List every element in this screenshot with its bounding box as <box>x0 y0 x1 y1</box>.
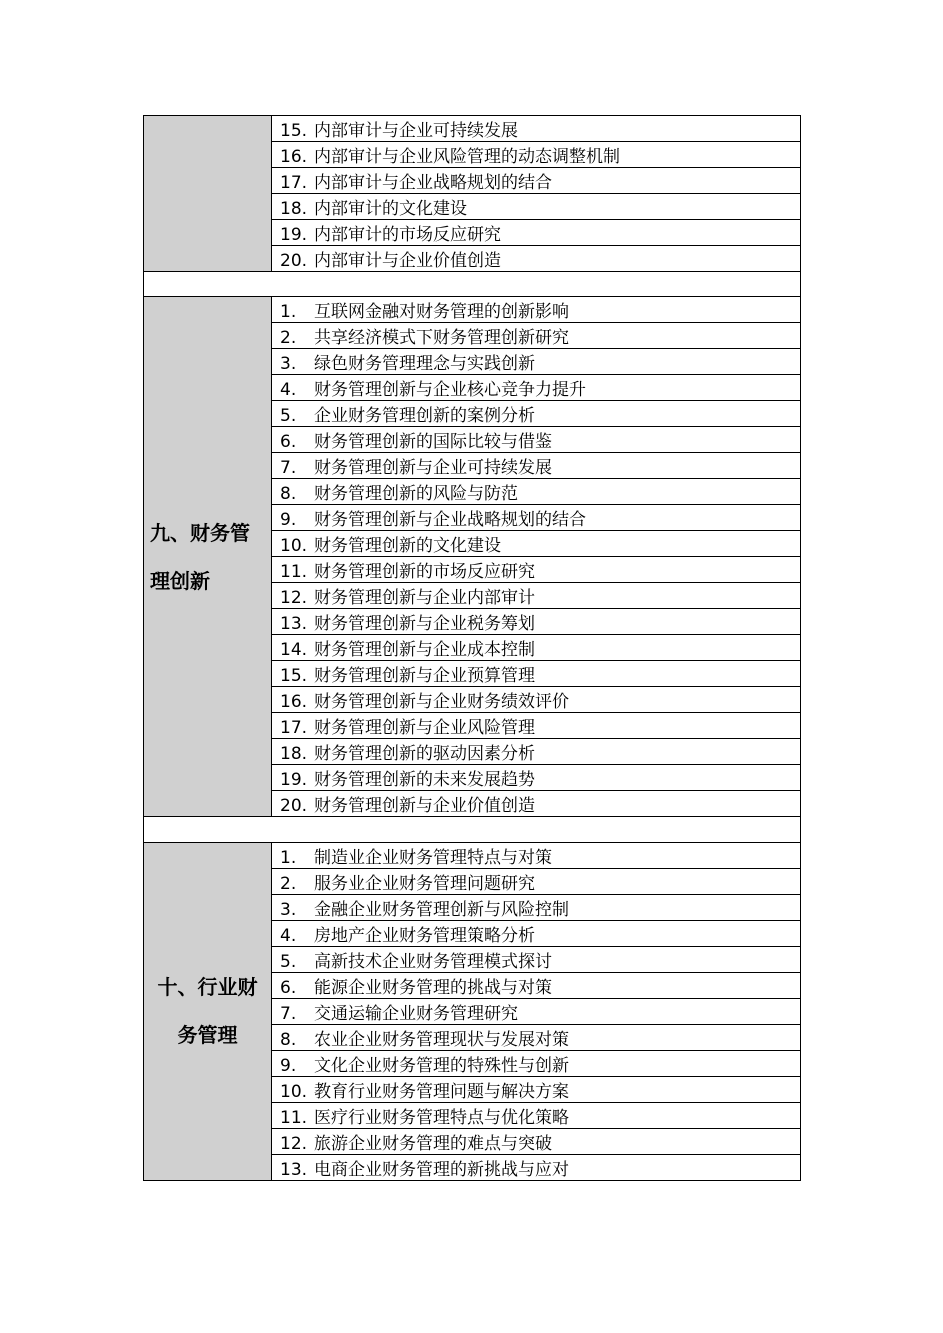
topic-title: 财务管理创新的未来发展趋势 <box>314 770 535 791</box>
topic-item-cell <box>272 1076 801 1102</box>
topic-item-cell <box>272 220 801 246</box>
topic-title: 财务管理创新的风险与防范 <box>314 484 518 505</box>
topic-number: 15. <box>280 666 308 687</box>
topic-title: 财务管理创新的市场反应研究 <box>314 562 535 583</box>
topic-title: 财务管理创新的国际比较与借鉴 <box>314 432 552 453</box>
topic-number: 1. <box>280 847 297 868</box>
topic-title: 电商企业财务管理的新挑战与应对 <box>314 1159 569 1180</box>
topic-title: 财务管理创新与企业预算管理 <box>314 666 535 687</box>
topic-number: 14. <box>280 640 308 661</box>
topic-number: 19. <box>280 770 308 791</box>
topic-item-cell <box>272 635 801 661</box>
topic-number: 20. <box>280 796 308 817</box>
table-row <box>144 116 801 142</box>
topic-number: 5. <box>280 406 297 427</box>
topic-item-cell <box>272 375 801 401</box>
topic-item-cell <box>272 505 801 531</box>
topic-title: 内部审计与企业价值创造 <box>314 251 501 271</box>
topic-title: 内部审计与企业战略规划的结合 <box>314 173 552 193</box>
topic-table <box>143 115 801 1181</box>
topic-item-cell <box>272 713 801 739</box>
topic-title: 高新技术企业财务管理模式探讨 <box>314 951 552 972</box>
topic-number: 19. <box>280 225 308 245</box>
topic-table-body <box>144 116 801 1181</box>
topic-item-cell <box>272 661 801 687</box>
section-spacer-row <box>144 272 801 297</box>
topic-number: 6. <box>280 977 297 998</box>
topic-title: 交通运输企业财务管理研究 <box>314 1003 518 1024</box>
topic-title: 财务管理创新与企业风险管理 <box>314 718 535 739</box>
topic-number: 2. <box>280 328 297 349</box>
topic-title: 财务管理创新与企业内部审计 <box>314 588 535 609</box>
topic-item-cell <box>272 687 801 713</box>
topic-number: 12. <box>280 588 308 609</box>
topic-item-cell <box>272 168 801 194</box>
topic-title: 财务管理创新的文化建设 <box>314 536 501 557</box>
topic-title: 财务管理创新与企业财务绩效评价 <box>314 692 569 713</box>
category-cell: 十、行业财务管理 <box>144 842 272 1180</box>
topic-title: 医疗行业财务管理特点与优化策略 <box>314 1107 569 1128</box>
topic-item-cell <box>272 868 801 894</box>
topic-number: 16. <box>280 147 308 167</box>
topic-number: 9. <box>280 1055 297 1076</box>
topic-item-cell <box>272 920 801 946</box>
topic-title: 教育行业财务管理问题与解决方案 <box>314 1081 569 1102</box>
topic-title: 绿色财务管理理念与实践创新 <box>314 354 535 375</box>
topic-title: 共享经济模式下财务管理创新研究 <box>314 328 569 349</box>
topic-title: 房地产企业财务管理策略分析 <box>314 925 535 946</box>
topic-title: 财务管理创新与企业核心竞争力提升 <box>314 380 586 401</box>
topic-number: 3. <box>280 354 297 375</box>
topic-number: 13. <box>280 614 308 635</box>
topic-title: 财务管理创新与企业可持续发展 <box>314 458 552 479</box>
section-spacer-row <box>144 817 801 842</box>
topic-number: 17. <box>280 718 308 739</box>
topic-item-cell <box>272 246 801 272</box>
topic-item-cell <box>272 998 801 1024</box>
topic-title: 企业财务管理创新的案例分析 <box>314 406 535 427</box>
topic-item-cell <box>272 349 801 375</box>
topic-title: 内部审计与企业可持续发展 <box>314 121 518 141</box>
topic-item-cell <box>272 531 801 557</box>
topic-item-cell <box>272 739 801 765</box>
topic-item-cell <box>272 479 801 505</box>
topic-item-cell <box>272 1154 801 1180</box>
topic-number: 8. <box>280 484 297 505</box>
category-cell: 九、财务管理创新 <box>144 297 272 817</box>
topic-number: 11. <box>280 562 308 583</box>
topic-number: 5. <box>280 951 297 972</box>
topic-item-cell <box>272 791 801 817</box>
topic-item-cell <box>272 142 801 168</box>
table-row <box>144 842 801 868</box>
topic-number: 8. <box>280 1029 297 1050</box>
topic-number: 6. <box>280 432 297 453</box>
topic-number: 18. <box>280 744 308 765</box>
topic-number: 9. <box>280 510 297 531</box>
topic-number: 1. <box>280 302 297 323</box>
topic-item-cell <box>272 946 801 972</box>
topic-item-cell <box>272 401 801 427</box>
topic-number: 11. <box>280 1107 308 1128</box>
topic-title: 旅游企业财务管理的难点与突破 <box>314 1133 552 1154</box>
topic-number: 2. <box>280 873 297 894</box>
topic-title: 财务管理创新与企业战略规划的结合 <box>314 510 586 531</box>
topic-title: 服务业企业财务管理问题研究 <box>314 873 535 894</box>
topic-item-cell <box>272 1024 801 1050</box>
topic-number: 17. <box>280 173 308 193</box>
topic-number: 4. <box>280 925 297 946</box>
topic-title: 内部审计的市场反应研究 <box>314 225 501 245</box>
topic-item-cell <box>272 842 801 868</box>
topic-item-cell <box>272 116 801 142</box>
topic-item-cell <box>272 1128 801 1154</box>
topic-number: 16. <box>280 692 308 713</box>
topic-item-cell <box>272 453 801 479</box>
topic-title: 制造业企业财务管理特点与对策 <box>314 847 552 868</box>
topic-item-cell <box>272 609 801 635</box>
topic-title: 内部审计与企业风险管理的动态调整机制 <box>314 147 620 167</box>
topic-title: 财务管理创新与企业价值创造 <box>314 796 535 817</box>
topic-number: 7. <box>280 1003 297 1024</box>
topic-number: 13. <box>280 1159 308 1180</box>
table-row <box>144 297 801 323</box>
spacer-cell <box>144 817 801 842</box>
topic-number: 10. <box>280 536 308 557</box>
category-cell <box>144 116 272 272</box>
topic-title: 内部审计的文化建设 <box>314 199 467 219</box>
topic-item-cell <box>272 765 801 791</box>
topic-item-cell <box>272 1102 801 1128</box>
topic-item-cell <box>272 194 801 220</box>
topic-item-cell <box>272 894 801 920</box>
topic-item-cell <box>272 297 801 323</box>
topic-item-cell <box>272 1050 801 1076</box>
topic-item-cell <box>272 323 801 349</box>
spacer-cell <box>144 272 801 297</box>
topic-title: 财务管理创新与企业成本控制 <box>314 640 535 661</box>
topic-item-cell <box>272 557 801 583</box>
topic-number: 12. <box>280 1133 308 1154</box>
topic-number: 3. <box>280 899 297 920</box>
topic-number: 18. <box>280 199 308 219</box>
topic-number: 7. <box>280 458 297 479</box>
topic-title: 农业企业财务管理现状与发展对策 <box>314 1029 569 1050</box>
topic-number: 10. <box>280 1081 308 1102</box>
topic-number: 20. <box>280 251 308 271</box>
topic-title: 文化企业财务管理的特殊性与创新 <box>314 1055 569 1076</box>
topic-title: 能源企业财务管理的挑战与对策 <box>314 977 552 998</box>
topic-item-cell <box>272 427 801 453</box>
topic-title: 互联网金融对财务管理的创新影响 <box>314 302 569 323</box>
topic-title: 财务管理创新与企业税务筹划 <box>314 614 535 635</box>
topic-item-cell <box>272 972 801 998</box>
topic-number: 15. <box>280 121 308 141</box>
topic-number: 4. <box>280 380 297 401</box>
topic-item-cell <box>272 583 801 609</box>
topic-title: 金融企业财务管理创新与风险控制 <box>314 899 569 920</box>
topic-title: 财务管理创新的驱动因素分析 <box>314 744 535 765</box>
